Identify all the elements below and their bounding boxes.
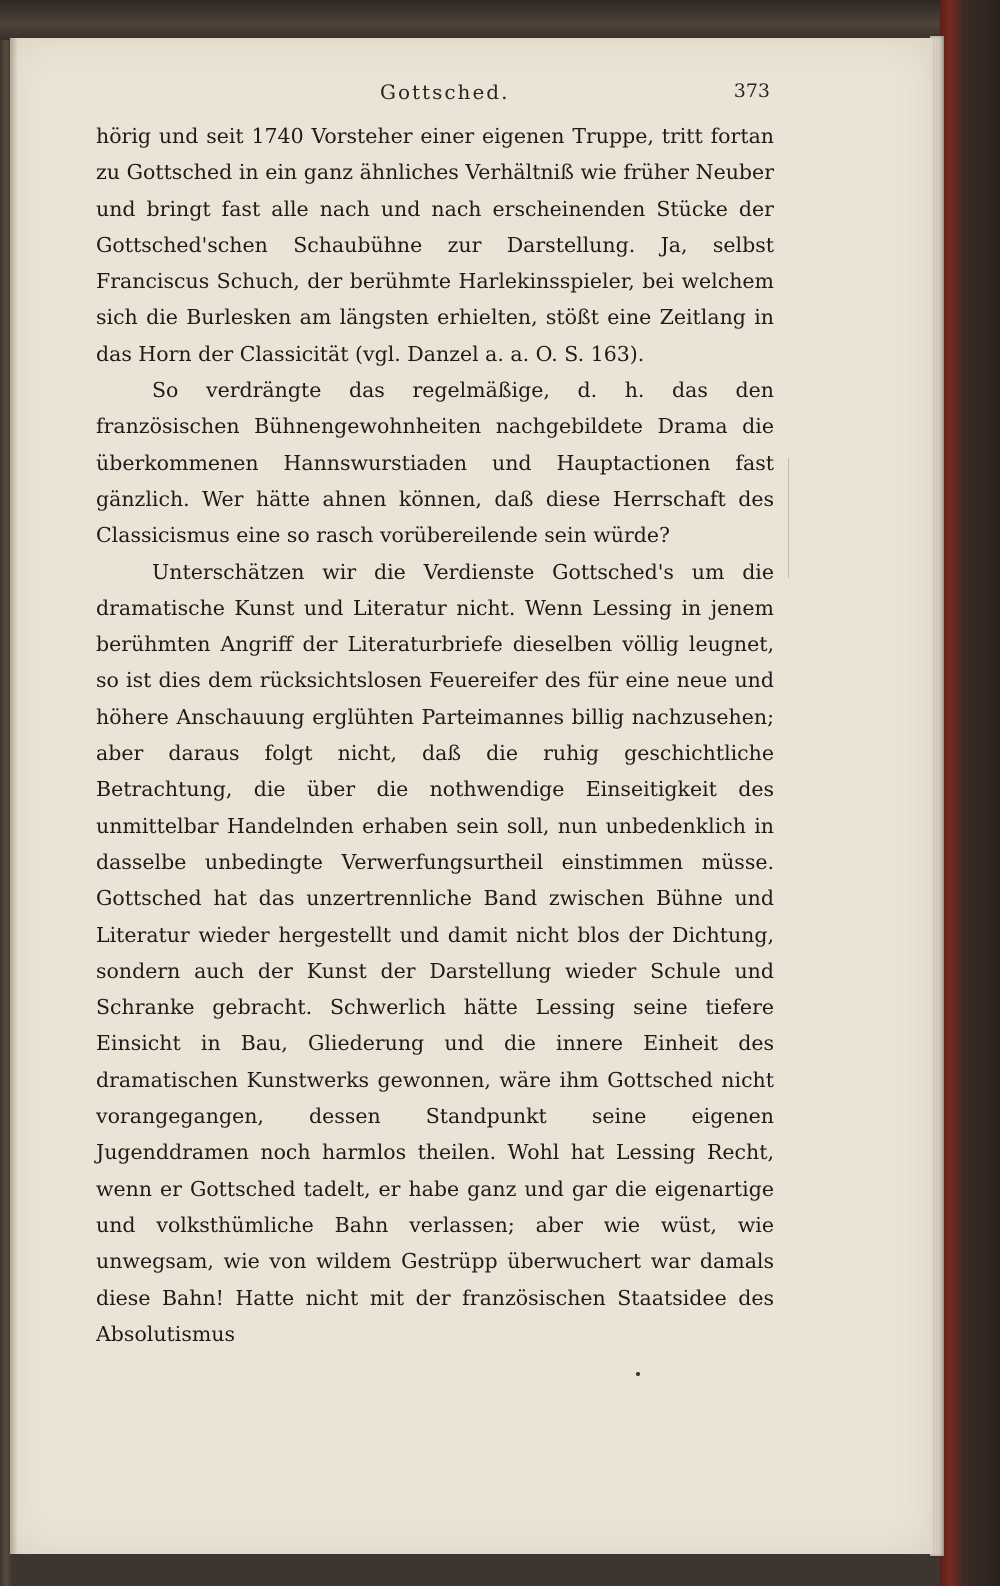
pencil-margin-mark [788,458,797,578]
ink-speck [636,1372,640,1376]
page-header [90,80,770,110]
page-number: 373 [733,80,770,102]
paragraph: So verdrängte das regelmäßige, d. h. das den französischen Bühnengewohnheiten nachgebildete Drama die überkommenen Hannswurstiaden und Hauptactionen fast gänzlich. Wer hätte ahnen können, daß diese Herrschaft des Classicismus eine so rasch vorübereilende sein würde? [96,378,774,548]
paragraph: Unterschätzen wir die Verdienste Gottsched's um die dramatische Kunst und Literatur nicht. Wenn Lessing in jenem berühmten Angriff der Literaturbriefe dieselben völlig leugnet, so ist dies dem rücksichtslosen Feuereifer des für eine neue und höhere Anschauung erglühten Parteimannes billig nachzusehen; aber daraus folgt nicht, daß die ruhig geschichtliche Betrachtung, die über die nothwendige Einseitigkeit des unmittelbar Handelnden erhaben sein soll, nun unbedenklich in dasselbe unbedingte Verwerfungsurtheil einstimmen müsse. Gottsched hat das unzertrennliche Band zwischen Bühne und Literatur wieder hergestellt und damit nicht blos der Dichtung, sondern auch der Kunst der Darstellung wieder Schule und Schranke gebracht. Schwerlich hätte Lessing seine tiefere Einsicht in Bau, Gliederung und die innere Einheit des dramatischen Kunstwerks gewonnen, wäre ihm Gottsched nicht vorangegangen, dessen Standpunkt seine eigenen Jugenddramen noch harmlos theilen. Wohl hat Lessing Recht, wenn er Gottsched tadelt, er habe ganz und gar die eigenartige und volksthümliche Bahn verlassen; aber wie wüst, wie unwegsam, wie von wildem Gestrüpp überwuchert war damals diese Bahn! Hatte nicht mit der französischen Staatsidee des Absolutismus [96,559,774,1346]
page-stack-edge [930,36,944,1556]
paragraph: hörig und seit 1740 Vorsteher einer eigenen Truppe, tritt fortan zu Gottsched in ein ganz ähnliches Verhältniß wie früher Neuber und bringt fast alle nach und nach erscheinenden Stücke der Gottsched'schen Schaubühne zur Darstellung. Ja, selbst Franciscus Schuch, der berühmte Harlekinsspieler, bei welchem sich die Burlesken am längsten erhielten, stößt eine Zeitlang in das Horn der Classicität (vgl. Danzel a. a. O. S. 163). [96,124,774,366]
book-cover-edge [940,0,1000,1586]
running-title: Gottsched. [380,80,510,104]
page-body [96,118,774,1352]
book-cover-top [0,0,1000,40]
